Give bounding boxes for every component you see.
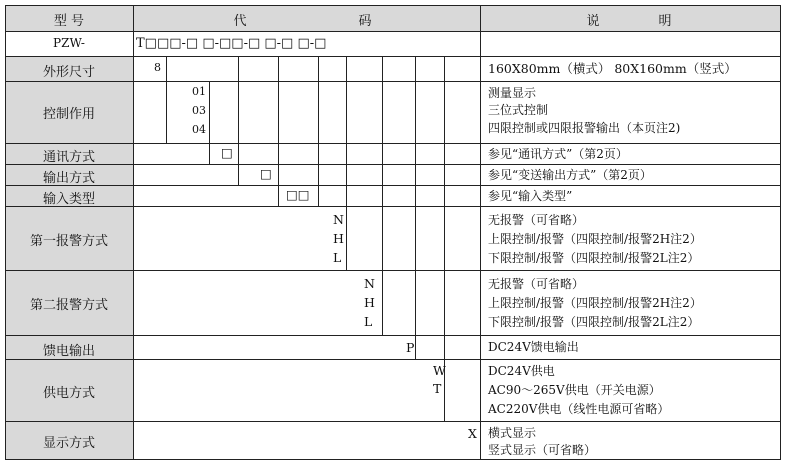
code-alarm1-h: H (333, 231, 344, 246)
desc-control-1: 测量显示 (488, 86, 537, 100)
desc-size: 160X80mm（横式） 80X160mm（竖式） (488, 61, 737, 76)
desc-power-1: DC24V供电 (488, 364, 555, 378)
code-power-t: T (433, 381, 442, 396)
code-size: 8 (154, 61, 161, 74)
code-input-box: □□ (286, 187, 310, 202)
desc-alarm1-1: 无报警（可省略） (488, 213, 585, 227)
desc-alarm2-3: 下限控制/报警（四限控制/报警2L注2） (488, 315, 700, 329)
code-feed: P (406, 340, 415, 355)
header-code-right: 码 (358, 14, 372, 29)
code-alarm2-l: L (364, 314, 373, 329)
row-label-input: 输入类型 (42, 192, 95, 207)
desc-control-3: 四限控制或四限报警输出（本页注2) (488, 121, 681, 135)
model-prefix: PZW- (53, 36, 85, 50)
code-display: X (468, 426, 477, 441)
code-pattern: T□□□-□ □-□□-□ □-□ □-□ (136, 36, 327, 51)
header-model: 型 号 (53, 14, 85, 29)
header-desc-right: 明 (658, 14, 672, 29)
desc-feed: DC24V馈电输出 (488, 340, 579, 354)
row-label-feed: 馈电输出 (42, 344, 95, 359)
row-label-alarm1: 第一报警方式 (29, 234, 108, 249)
desc-alarm2-2: 上限控制/报警（四限控制/报警2H注2） (488, 296, 702, 310)
code-control-2: 03 (192, 104, 206, 117)
desc-alarm2-1: 无报警（可省略） (488, 277, 585, 291)
desc-output: 参见“变送输出方式”（第2页） (488, 168, 652, 182)
row-label-control: 控制作用 (42, 107, 95, 122)
row-label-alarm2: 第二报警方式 (29, 298, 108, 313)
desc-input: 参见“输入类型” (488, 189, 573, 203)
desc-control-2: 三位式控制 (488, 103, 549, 117)
header-desc-left: 说 (586, 14, 600, 29)
code-alarm2-h: H (364, 295, 375, 310)
header-code-left: 代 (233, 14, 247, 29)
row-label-comm: 通讯方式 (42, 150, 95, 165)
code-control-3: 04 (192, 123, 206, 136)
row-label-display: 显示方式 (42, 436, 95, 451)
code-output-box: □ (260, 166, 272, 181)
desc-alarm1-3: 下限控制/报警（四限控制/报警2L注2） (488, 251, 700, 265)
row-label-power: 供电方式 (42, 386, 95, 401)
desc-power-2: AC90～265V供电（开关电源） (488, 383, 661, 397)
row-label-size: 外形尺寸 (42, 65, 95, 80)
desc-alarm1-2: 上限控制/报警（四限控制/报警2H注2） (488, 232, 702, 246)
code-alarm2-n: N (364, 276, 375, 291)
code-power-w: W (433, 363, 446, 378)
desc-display-2: 竖式显示（可省略） (488, 443, 597, 457)
desc-display-1: 横式显示 (488, 426, 537, 440)
code-alarm1-n: N (333, 212, 344, 227)
code-alarm1-l: L (333, 250, 342, 265)
desc-comm: 参见“通讯方式”（第2页） (488, 147, 628, 161)
header-code-bg (133, 5, 480, 31)
desc-power-3: AC220V供电（线性电源可省略） (488, 402, 670, 416)
header-desc-bg (480, 5, 780, 31)
code-comm-box: □ (221, 145, 233, 160)
code-control-1: 01 (192, 85, 206, 98)
row-label-output: 输出方式 (42, 171, 95, 186)
